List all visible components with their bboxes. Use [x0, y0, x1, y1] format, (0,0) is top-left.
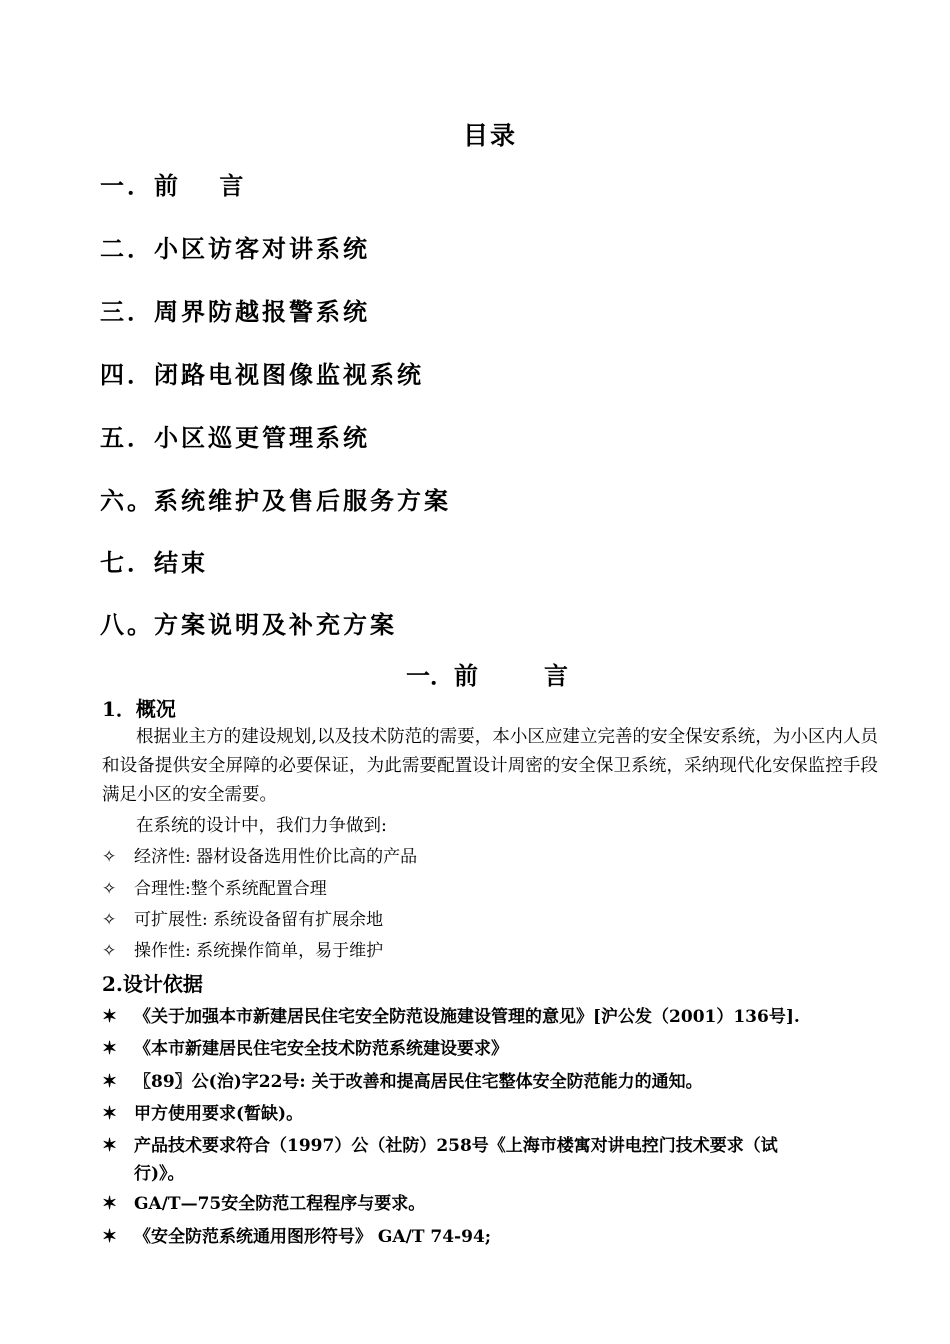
section-title-right: 言 — [544, 661, 568, 690]
toc-item-conclusion: 七．结束 — [100, 548, 208, 577]
reference-item: ✶ 《关于加强本市新建居民住宅安全防范设施建设管理的意见》[沪公发（2001）136号]. — [102, 1006, 800, 1027]
bullet-item: ✧ 合理性:整个系统配置合理 — [102, 879, 327, 899]
section-title-left: 一．前 — [406, 661, 478, 690]
reference-item: ✶ 〖89〗公(治)字22号: 关于改善和提高居民住宅整体安全防范能力的通知。 — [102, 1071, 703, 1092]
star-bullet-icon: ✶ — [102, 1006, 118, 1027]
toc-item-maintenance: 六。系统维护及售后服务方案 — [100, 486, 451, 515]
reference-item: ✶ 产品技术要求符合（1997）公（社防）258号《上海市楼寓对讲电控门技术要求（试 — [102, 1135, 778, 1156]
toc-item-supplement: 八。方案说明及补充方案 — [100, 610, 397, 639]
diamond-bullet-icon: ✧ — [102, 879, 117, 899]
toc-title: 目录 — [462, 121, 517, 150]
toc-item-perimeter-alarm: 三．周界防越报警系统 — [100, 297, 370, 326]
star-bullet-icon: ✶ — [102, 1038, 118, 1059]
basis-heading: 2.设计依据 — [102, 972, 203, 996]
bullet-item: ✧ 经济性: 器材设备选用性价比高的产品 — [102, 847, 418, 867]
star-bullet-icon: ✶ — [102, 1226, 118, 1247]
bullet-item: ✧ 操作性: 系统操作简单，易于维护 — [102, 941, 384, 961]
toc-item-cctv: 四．闭路电视图像监视系统 — [100, 360, 424, 389]
star-bullet-icon: ✶ — [102, 1193, 118, 1214]
reference-item: ✶ GA/T—75安全防范工程程序与要求。 — [102, 1193, 426, 1214]
reference-continuation: 行)》。 — [134, 1164, 185, 1184]
star-bullet-icon: ✶ — [102, 1103, 118, 1124]
toc-item-preface: 一．前 言 — [100, 171, 247, 200]
reference-item: ✶ 甲方使用要求(暂缺)。 — [102, 1103, 304, 1124]
reference-item: ✶ 《安全防范系统通用图形符号》 GA/T 74-94; — [102, 1226, 492, 1247]
star-bullet-icon: ✶ — [102, 1071, 118, 1092]
diamond-bullet-icon: ✧ — [102, 910, 117, 930]
toc-item-patrol: 五．小区巡更管理系统 — [100, 423, 370, 452]
design-intro-line: 在系统的设计中，我们力争做到: — [136, 816, 387, 836]
diamond-bullet-icon: ✧ — [102, 941, 117, 961]
bullet-item: ✧ 可扩展性: 系统设备留有扩展余地 — [102, 910, 384, 930]
star-bullet-icon: ✶ — [102, 1135, 118, 1156]
overview-paragraph: 根据业主方的建设规划,以及技术防范的需要，本小区应建立完善的安全保安系统，为小区内人员和设备提供安全屏障的必要保证，为此需要配置设计周密的安全保卫系统，采纳现代化安保监控手段满足小区的安全需要。 — [102, 727, 878, 805]
overview-heading: 1．概况 — [102, 697, 176, 721]
toc-item-intercom: 二．小区访客对讲系统 — [100, 234, 370, 263]
reference-item: ✶ 《本市新建居民住宅安全技术防范系统建设要求》 — [102, 1038, 508, 1059]
diamond-bullet-icon: ✧ — [102, 847, 117, 867]
section-title — [406, 656, 568, 691]
